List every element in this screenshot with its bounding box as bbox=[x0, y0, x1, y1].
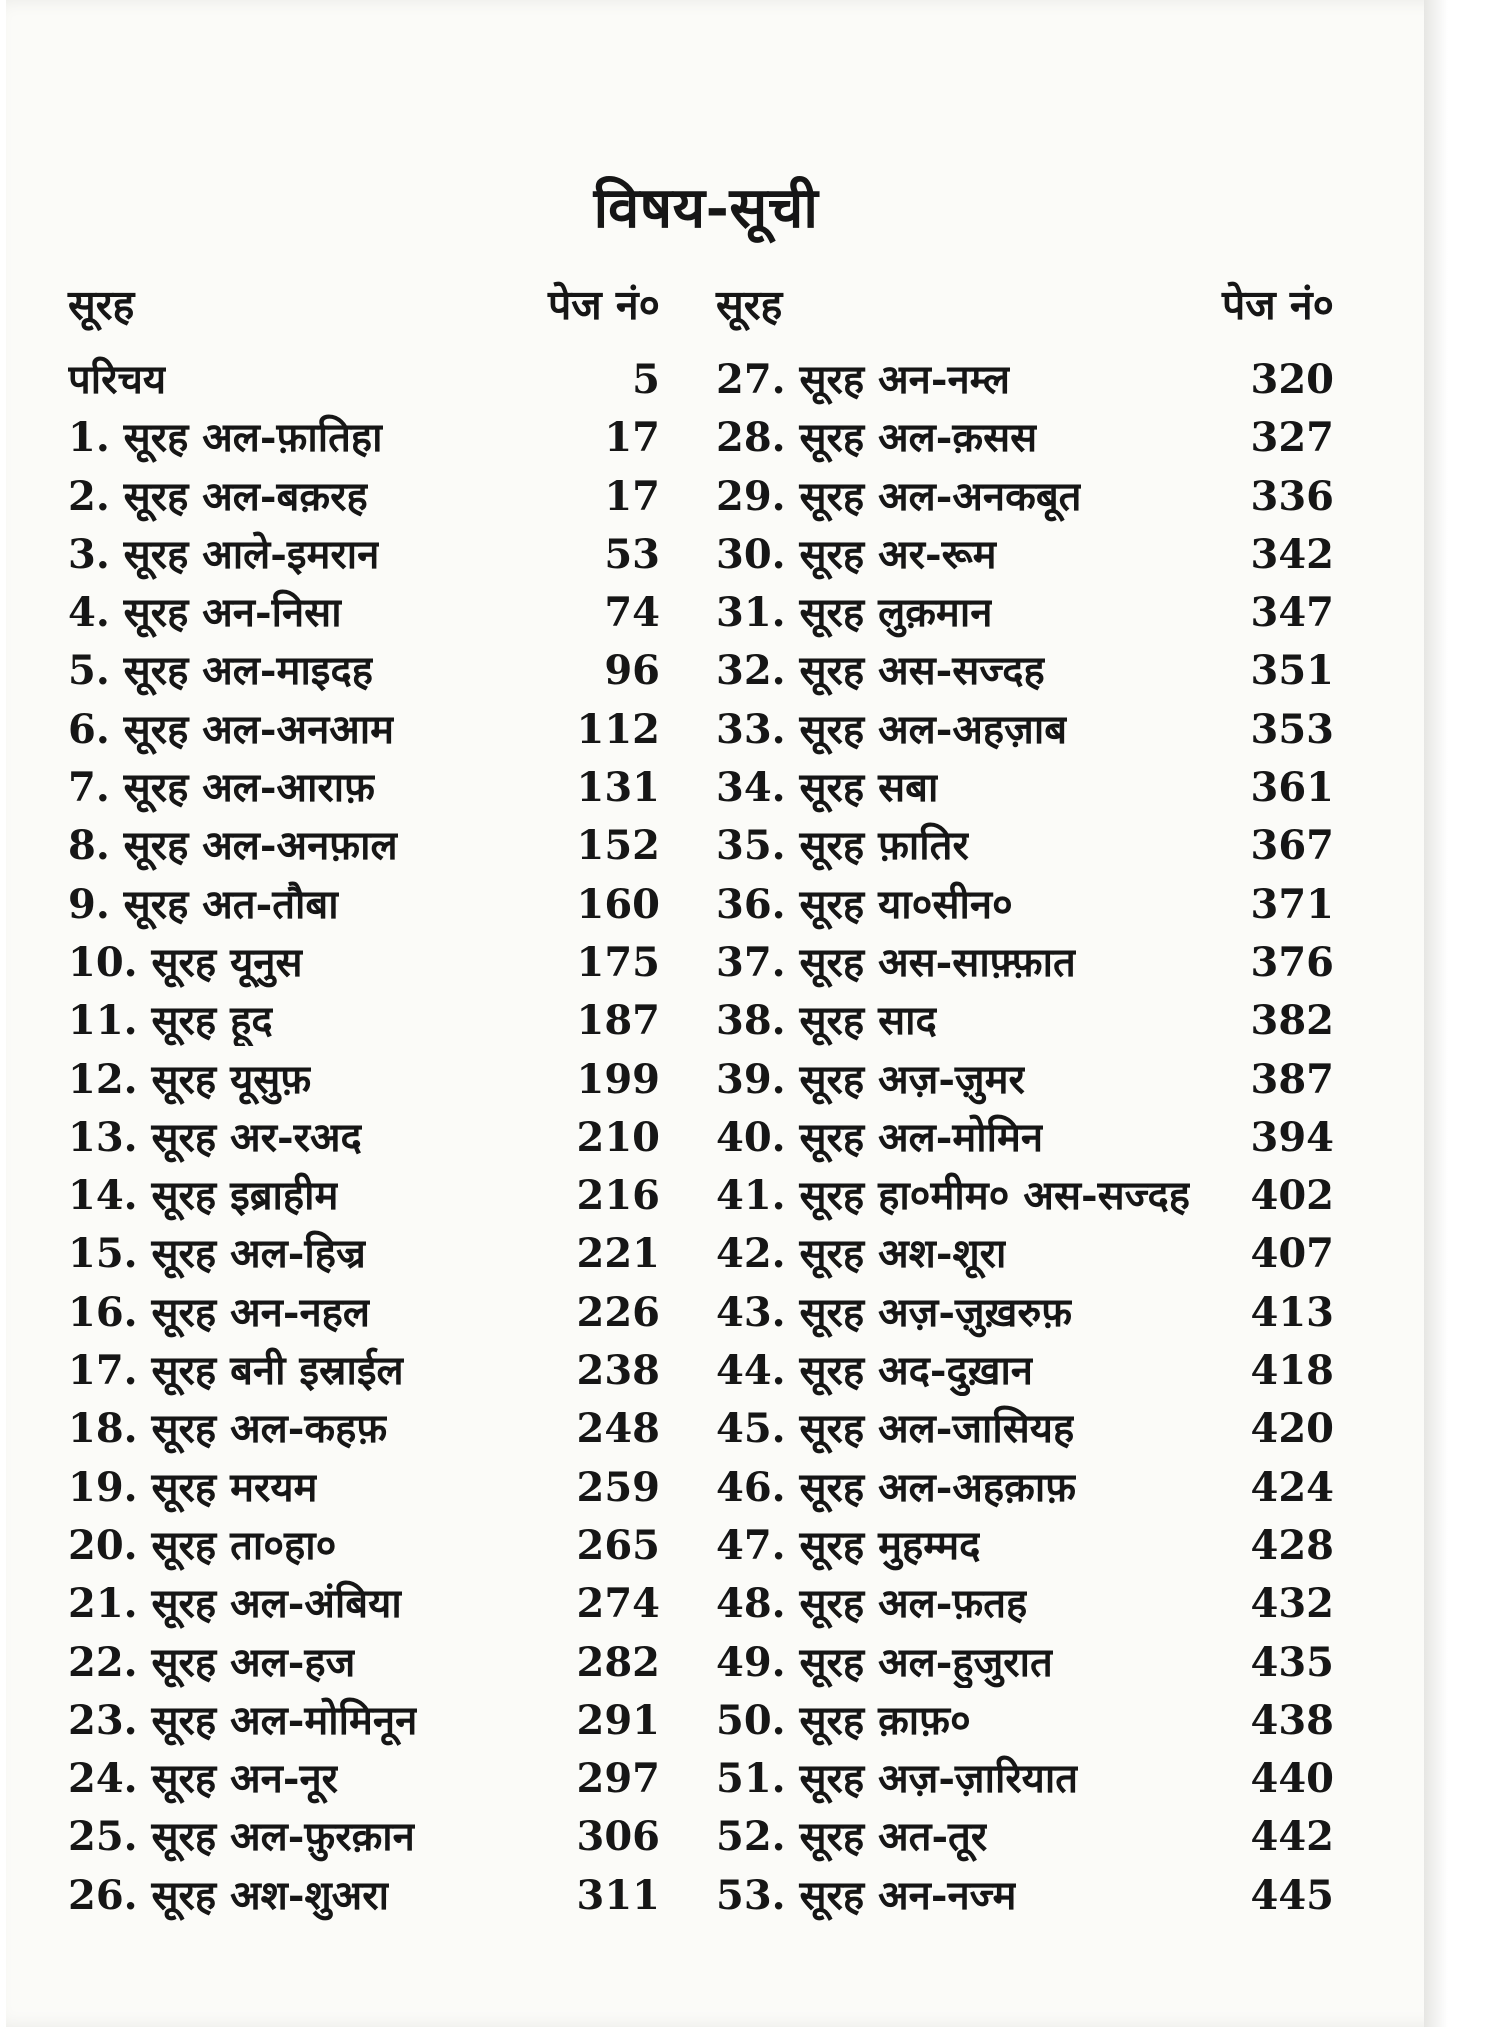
toc-entry-page-number: 199 bbox=[576, 1055, 660, 1103]
toc-entry-page-number: 407 bbox=[1250, 1230, 1334, 1278]
toc-entry bbox=[716, 408, 1334, 466]
toc-entry-title: 18. सूरह अल-कहफ़ bbox=[68, 1405, 388, 1453]
toc-entry bbox=[68, 408, 660, 466]
toc-entry-page-number: 282 bbox=[576, 1638, 660, 1686]
toc-entry-title: 46. सूरह अल-अहक़ाफ़ bbox=[716, 1463, 1077, 1511]
toc-column-left bbox=[68, 276, 660, 1924]
toc-entry-title: 16. सूरह अन-नहल bbox=[68, 1288, 371, 1336]
toc-entry-page-number: 238 bbox=[576, 1347, 660, 1395]
toc-entry bbox=[716, 1341, 1334, 1399]
toc-entry bbox=[68, 1108, 660, 1166]
toc-entry-title: 53. सूरह अन-नज्म bbox=[716, 1871, 1017, 1919]
toc-entry-title: 47. सूरह मुहम्मद bbox=[716, 1521, 981, 1569]
toc-entry-title: 11. सूरह हूद bbox=[68, 997, 273, 1045]
toc-entry-page-number: 402 bbox=[1250, 1172, 1334, 1220]
toc-entry-page-number: 320 bbox=[1250, 356, 1334, 403]
toc-entry-title: परिचय bbox=[68, 356, 167, 403]
toc-entry-page-number: 274 bbox=[576, 1580, 660, 1628]
toc-entry bbox=[716, 1050, 1334, 1108]
toc-entry-page-number: 353 bbox=[1250, 705, 1334, 753]
toc-entry-page-number: 440 bbox=[1250, 1755, 1334, 1803]
toc-entry bbox=[716, 467, 1334, 525]
toc-entry-title: 27. सूरह अन-नम्ल bbox=[716, 356, 1010, 403]
toc-entry-title: 9. सूरह अत-तौबा bbox=[68, 880, 339, 928]
toc-entry bbox=[68, 1341, 660, 1399]
toc-entry-title: 33. सूरह अल-अहज़ाब bbox=[716, 705, 1068, 753]
toc-entry bbox=[68, 700, 660, 758]
toc-entry bbox=[716, 816, 1334, 874]
toc-column-right bbox=[716, 276, 1334, 1924]
toc-entry-title: 6. सूरह अल-अनआम bbox=[68, 705, 395, 753]
toc-entry bbox=[716, 1633, 1334, 1691]
toc-entry bbox=[716, 1691, 1334, 1749]
toc-entry-title: 49. सूरह अल-हुजुरात bbox=[716, 1638, 1053, 1686]
toc-list-left bbox=[68, 350, 660, 1924]
toc-entry-title: 1. सूरह अल-फ़ातिहा bbox=[68, 414, 383, 462]
toc-entry-title: 3. सूरह आले-इमरान bbox=[68, 530, 380, 578]
toc-entry-page-number: 112 bbox=[576, 705, 660, 753]
toc-entry bbox=[716, 350, 1334, 408]
toc-entry-page-number: 152 bbox=[576, 822, 660, 870]
toc-entry-title: 15. सूरह अल-हिज्र bbox=[68, 1230, 366, 1278]
toc-entry-page-number: 336 bbox=[1250, 472, 1334, 520]
toc-entry-title: 25. सूरह अल-फ़ुरक़ान bbox=[68, 1813, 415, 1861]
toc-entry-title: 45. सूरह अल-जासियह bbox=[716, 1405, 1075, 1453]
toc-entry bbox=[716, 1108, 1334, 1166]
toc-entry bbox=[68, 1691, 660, 1749]
toc-entry bbox=[68, 1516, 660, 1574]
toc-entry-page-number: 367 bbox=[1250, 822, 1334, 870]
toc-entry-title: 28. सूरह अल-क़सस bbox=[716, 414, 1038, 462]
toc-entry-title: 37. सूरह अस-साफ़्फ़ात bbox=[716, 938, 1076, 986]
toc-entry bbox=[716, 1516, 1334, 1574]
toc-entry-title: 24. सूरह अन-नूर bbox=[68, 1755, 339, 1803]
toc-entry bbox=[68, 816, 660, 874]
toc-entry-page-number: 259 bbox=[576, 1463, 660, 1511]
toc-entry-title: 19. सूरह मरयम bbox=[68, 1463, 318, 1511]
toc-entry-page-number: 131 bbox=[576, 764, 660, 812]
toc-entry bbox=[716, 1224, 1334, 1282]
toc-entry-page-number: 394 bbox=[1250, 1113, 1334, 1161]
toc-entry-page-number: 226 bbox=[576, 1288, 660, 1336]
toc-entry-title: 2. सूरह अल-बक़रह bbox=[68, 472, 368, 520]
toc-entry-page-number: 387 bbox=[1250, 1055, 1334, 1103]
toc-entry-title: 31. सूरह लुक़मान bbox=[716, 589, 993, 637]
toc-entry-title: 30. सूरह अर-रूम bbox=[716, 530, 997, 578]
toc-entry-page-number: 311 bbox=[576, 1871, 660, 1919]
toc-entry-page-number: 187 bbox=[576, 997, 660, 1045]
toc-entry bbox=[68, 875, 660, 933]
toc-entry bbox=[716, 1399, 1334, 1457]
toc-entry-page-number: 435 bbox=[1250, 1638, 1334, 1686]
toc-entry bbox=[68, 1574, 660, 1632]
toc-entry-page-number: 376 bbox=[1250, 938, 1334, 986]
toc-entry-page-number: 413 bbox=[1250, 1288, 1334, 1336]
toc-entry bbox=[68, 1283, 660, 1341]
toc-entry bbox=[716, 1283, 1334, 1341]
toc-entry-title: 32. सूरह अस-सज्दह bbox=[716, 647, 1045, 695]
toc-entry-title: 42. सूरह अश-शूरा bbox=[716, 1230, 1007, 1278]
toc-entry bbox=[68, 758, 660, 816]
book-page bbox=[6, 0, 1458, 2027]
toc-entry-page-number: 327 bbox=[1250, 414, 1334, 462]
toc-entry-page-number: 428 bbox=[1250, 1521, 1334, 1569]
toc-entry-page-number: 361 bbox=[1250, 764, 1334, 812]
toc-entry-page-number: 5 bbox=[632, 356, 660, 403]
toc-entry-page-number: 445 bbox=[1250, 1871, 1334, 1919]
toc-entry-page-number: 382 bbox=[1250, 997, 1334, 1045]
toc-entry-title: 44. सूरह अद-दुख़ान bbox=[716, 1347, 1034, 1395]
toc-entry-page-number: 74 bbox=[604, 589, 660, 637]
toc-entry bbox=[68, 1224, 660, 1282]
toc-entry-page-number: 17 bbox=[604, 414, 660, 462]
toc-entry-title: 38. सूरह साद bbox=[716, 997, 937, 1045]
toc-entry-title: 35. सूरह फ़ातिर bbox=[716, 822, 969, 870]
toc-entry-title: 17. सूरह बनी इस्राईल bbox=[68, 1347, 404, 1395]
toc-entry-title: 14. सूरह इब्राहीम bbox=[68, 1172, 339, 1220]
toc-entry-title: 13. सूरह अर-रअद bbox=[68, 1113, 362, 1161]
toc-entry-title: 48. सूरह अल-फ़तह bbox=[716, 1580, 1028, 1628]
toc-entry-page-number: 17 bbox=[604, 472, 660, 520]
toc-entry-title: 34. सूरह सबा bbox=[716, 764, 939, 812]
page-title: विषय-सूची bbox=[593, 175, 819, 241]
toc-entry bbox=[716, 758, 1334, 816]
toc-entry-page-number: 265 bbox=[576, 1521, 660, 1569]
toc-entry-title: 22. सूरह अल-हज bbox=[68, 1638, 356, 1686]
toc-entry-title: 36. सूरह या०सीन० bbox=[716, 880, 1013, 928]
toc-entry-page-number: 291 bbox=[576, 1696, 660, 1744]
toc-entry-title: 23. सूरह अल-मोमिनून bbox=[68, 1696, 418, 1744]
toc-entry bbox=[716, 583, 1334, 641]
toc-entry bbox=[716, 1458, 1334, 1516]
toc-entry-page-number: 175 bbox=[576, 938, 660, 986]
toc-entry bbox=[716, 1749, 1334, 1807]
toc-list-right bbox=[716, 350, 1334, 1924]
toc-entry-page-number: 342 bbox=[1250, 530, 1334, 578]
column-header-surah: सूरह bbox=[68, 281, 135, 329]
toc-entry-title: 10. सूरह यूनुस bbox=[68, 938, 303, 986]
toc-entry bbox=[68, 1633, 660, 1691]
toc-entry-title: 52. सूरह अत-तूर bbox=[716, 1813, 988, 1861]
toc-entry-title: 20. सूरह ता०हा० bbox=[68, 1521, 337, 1569]
toc-entry bbox=[716, 1166, 1334, 1224]
toc-entry bbox=[68, 1050, 660, 1108]
toc-entry-title: 51. सूरह अज़-ज़ारियात bbox=[716, 1755, 1079, 1803]
toc-entry-page-number: 442 bbox=[1250, 1813, 1334, 1861]
column-header-left bbox=[68, 276, 660, 350]
toc-entry-page-number: 347 bbox=[1250, 589, 1334, 637]
toc-entry-title: 39. सूरह अज़-ज़ुमर bbox=[716, 1055, 1025, 1103]
toc-entry bbox=[716, 875, 1334, 933]
toc-entry-page-number: 438 bbox=[1250, 1696, 1334, 1744]
toc-entry-page-number: 424 bbox=[1250, 1463, 1334, 1511]
page-edge-shadow bbox=[1424, 0, 1458, 2027]
toc-entry bbox=[68, 1749, 660, 1807]
toc-entry-title: 8. सूरह अल-अनफ़ाल bbox=[68, 822, 398, 870]
column-header-right bbox=[716, 276, 1334, 350]
toc-entry-page-number: 248 bbox=[576, 1405, 660, 1453]
toc-entry bbox=[68, 1866, 660, 1924]
toc-entry-page-number: 371 bbox=[1250, 880, 1334, 928]
toc-entry bbox=[716, 641, 1334, 699]
toc-entry bbox=[68, 1399, 660, 1457]
toc-entry bbox=[716, 1866, 1334, 1924]
toc-entry-title: 50. सूरह क़ाफ़० bbox=[716, 1696, 971, 1744]
toc-entry-title: 40. सूरह अल-मोमिन bbox=[716, 1113, 1044, 1161]
toc-entry-page-number: 96 bbox=[604, 647, 660, 695]
toc-entry-title: 43. सूरह अज़-ज़ुख़रुफ़ bbox=[716, 1288, 1073, 1336]
toc-entry-page-number: 420 bbox=[1250, 1405, 1334, 1453]
toc-entry-page-number: 53 bbox=[604, 530, 660, 578]
toc-entry bbox=[716, 1807, 1334, 1865]
toc-entry bbox=[716, 933, 1334, 991]
toc-entry-page-number: 351 bbox=[1250, 647, 1334, 695]
toc-entry-title: 41. सूरह हा०मीम० अस-सज्दह bbox=[716, 1172, 1191, 1220]
toc-entry bbox=[68, 350, 660, 408]
toc-entry bbox=[68, 641, 660, 699]
toc-entry bbox=[68, 467, 660, 525]
toc-entry-page-number: 221 bbox=[576, 1230, 660, 1278]
toc-entry bbox=[68, 991, 660, 1049]
toc-entry bbox=[68, 583, 660, 641]
toc-entry-title: 21. सूरह अल-अंबिया bbox=[68, 1580, 402, 1628]
column-header-page-no: पेज नं० bbox=[547, 281, 660, 329]
toc-entry-title: 5. सूरह अल-माइदह bbox=[68, 647, 373, 695]
toc-entry bbox=[68, 1458, 660, 1516]
toc-entry-title: 12. सूरह यूसुफ़ bbox=[68, 1055, 312, 1103]
toc-entry bbox=[68, 1807, 660, 1865]
toc-entry bbox=[716, 700, 1334, 758]
toc-entry bbox=[716, 991, 1334, 1049]
column-header-surah: सूरह bbox=[716, 281, 783, 329]
toc-entry-title: 7. सूरह अल-आराफ़ bbox=[68, 764, 375, 812]
toc-entry-title: 29. सूरह अल-अनकबूत bbox=[716, 472, 1082, 520]
toc-entry bbox=[716, 525, 1334, 583]
toc-entry-page-number: 432 bbox=[1250, 1580, 1334, 1628]
toc-entry-page-number: 418 bbox=[1250, 1347, 1334, 1395]
toc-entry bbox=[716, 1574, 1334, 1632]
toc-entry-title: 4. सूरह अन-निसा bbox=[68, 589, 342, 637]
toc-entry-title: 26. सूरह अश-शुअरा bbox=[68, 1871, 389, 1919]
toc-entry-page-number: 160 bbox=[576, 880, 660, 928]
toc-entry-page-number: 306 bbox=[576, 1813, 660, 1861]
toc-entry-page-number: 216 bbox=[576, 1172, 660, 1220]
column-header-page-no: पेज नं० bbox=[1221, 281, 1334, 329]
toc-entry-page-number: 297 bbox=[576, 1755, 660, 1803]
toc-entry-page-number: 210 bbox=[576, 1113, 660, 1161]
toc-entry bbox=[68, 525, 660, 583]
toc-entry bbox=[68, 1166, 660, 1224]
toc-entry bbox=[68, 933, 660, 991]
